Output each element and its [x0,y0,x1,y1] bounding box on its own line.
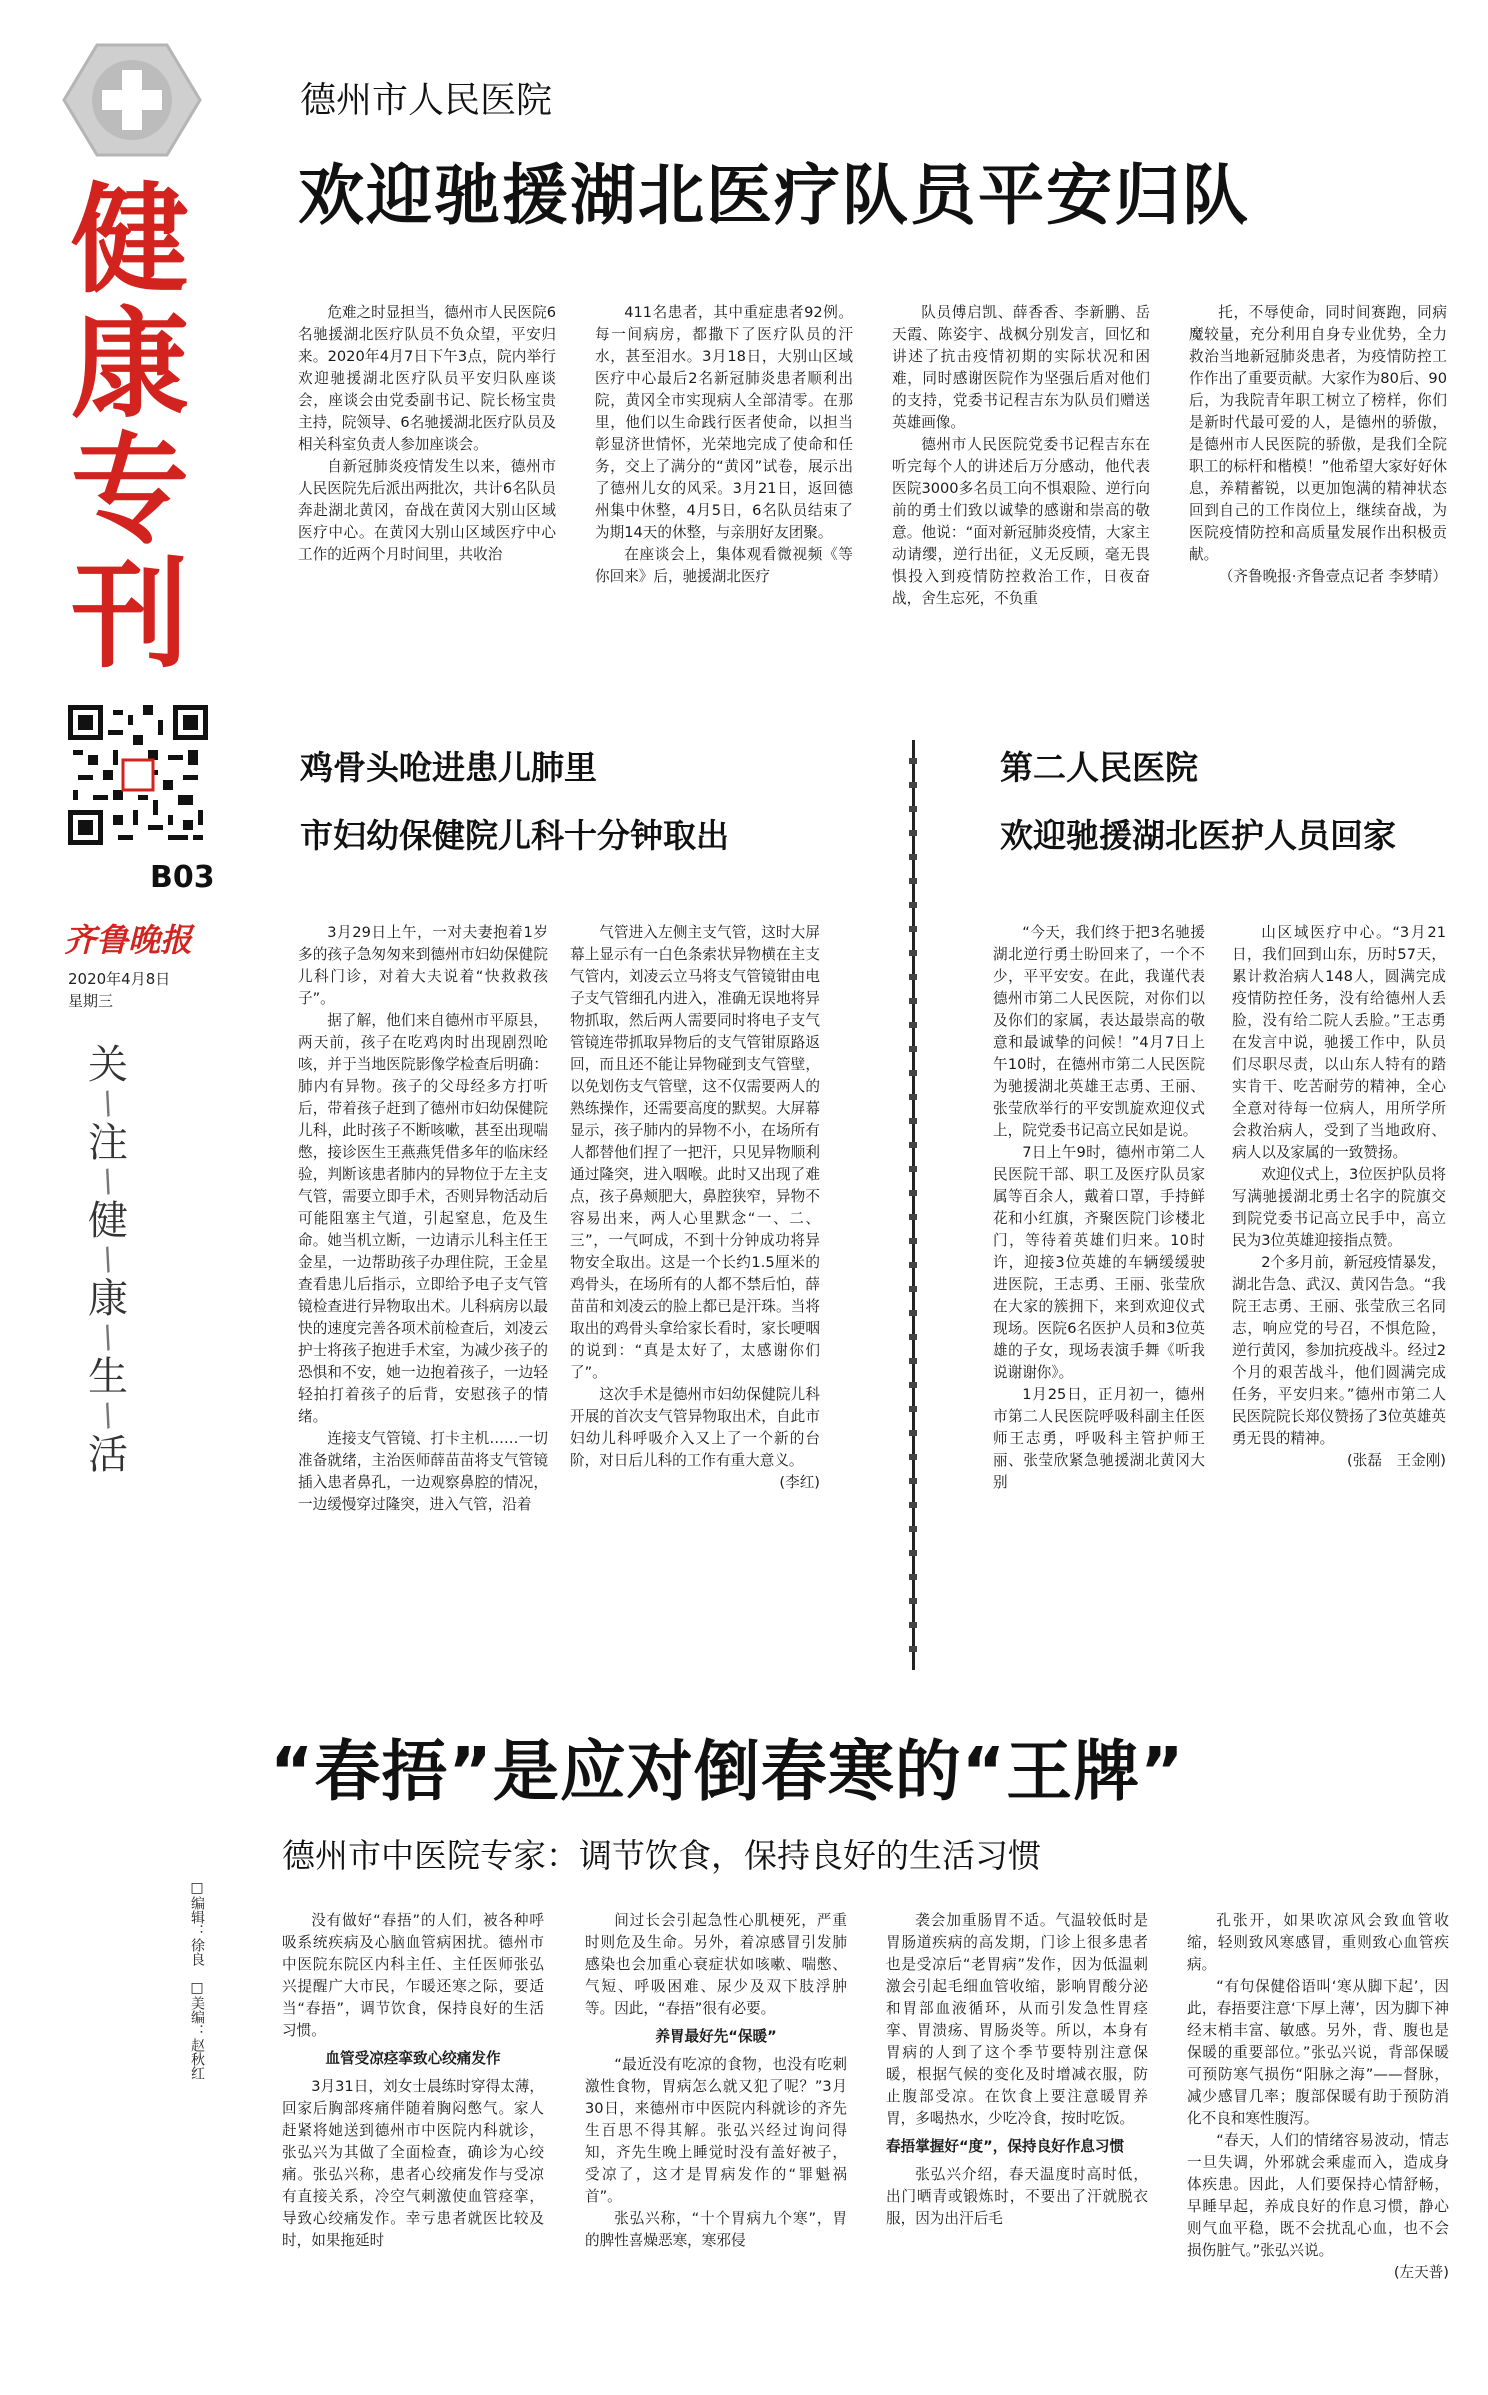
paragraph: 自新冠肺炎疫情发生以来，德州市人民医院先后派出两批次，共计6名队员奔赴湖北黄冈，奋战在黄冈大别山区域医疗中心。在黄冈大别山区域医疗中心工作的近两个月时间里，共收治 [298,458,556,563]
issue-weekday: 星期三 [68,992,114,1010]
article1-col1 [298,302,556,652]
paragraph: 托，不辱使命，同时间赛跑，同病魔较量，充分利用自身专业优势，全力救治当地新冠肺炎患者，为疫情防控工作作出了重要贡献。大家作为80后、90后，为我院青年职工树立了榜样，你们是新时代最可爱的人，是德州的骄傲，是德州市人民医院的骄傲，是我们全院职工的标杆和楷模！”他希望大家好好休息，养精蓄锐，以更加饱满的精神状态回到自己的工作岗位上，继续奋战，为医院疫情防控和高质量发展作出积极贡献。 [1189,304,1447,563]
paragraph: 在座谈会上，集体观看微视频《等你回来》后，驰援湖北医疗 [595,546,853,585]
paragraph: 1月25日，正月初一，德州市第二人民医院呼吸科副主任医师王志勇，呼吸科主管护师王丽、张莹欣紧急驰援湖北黄冈大别 [993,1386,1205,1491]
paragraph: 山区域医疗中心。“3月21日，我们回到山东，历时57天，累计救治病人148人，圆满完成疫情防控任务，没有给德州人丢脸，没有给二院人丢脸。”王志勇在发言中说，驰援工作中，队员们尽职尽责，以山东人特有的踏实肯干、吃苦耐劳的精神，全心全意对待每一位病人，用所学所会救治病人，受到了当地政府、病人以及家属的一致赞扬。 [1232,924,1446,1161]
article3-col2 [1232,922,1446,1648]
slogan-divider: / [97,1319,119,1356]
slogan-divider: / [97,1397,119,1434]
paragraph: 3月31日，刘女士晨练时穿得太薄，回家后胸部疼痛伴随着胸闷憋气。家人赶紧将她送到德州市中医院内科就诊，张弘兴为其做了全面检查，确诊为心绞痛。张弘兴称，患者心绞痛发作与受凉有直接关系，冷空气刺激使血管痉挛，导致心绞痛发作。幸亏患者就医比较及时，如果拖延时 [282,2078,544,2249]
paragraph: 间过长会引起急性心肌梗死，严重时则危及生命。另外，着凉感冒引发肺感染也会加重心衰症状如咳嗽、喘憋、气短、呼吸困难、尿少及双下肢浮肿等。因此，“春捂”很有必要。 [585,1912,847,2017]
slogan-char: 生 [88,1354,128,1400]
section-title-char: 专 [70,421,189,559]
article3-headline-line2: 欢迎驰援湖北医护人员回家 [1000,816,1396,855]
slogan-divider: / [97,1241,119,1278]
paragraph: 连接支气管镜、打卡主机……一切准备就绪，主治医师薛苗苗将支气管镜插入患者鼻孔，一边观察鼻腔的情况，一边缓慢穿过隆突，进入气管，沿着 [298,1430,548,1513]
paragraph: 孔张开，如果吹凉风会致血管收缩，轻则致风寒感冒，重则致心血管疾病。 [1187,1912,1449,1973]
section-title [60,171,200,684]
page-code: B03 [150,860,215,895]
article1-headline: 欢迎驰援湖北医疗队员平安归队 [298,157,1250,234]
paragraph: 德州市人民医院党委书记程吉东在听完每个人的讲述后万分感动，他代表医院3000多名员工向不惧艰险、逆行向前的勇士们致以诚挚的感谢和崇高的敬意。他说：“面对新冠肺炎疫情，大家主动请缨，逆行出征，义无反顾，毫无畏惧投入到疫情防控救治工作，日夜奋战，舍生忘死，不负重 [892,436,1150,607]
article2-credit: (李红) [779,1474,820,1491]
article3-col1 [993,922,1205,1648]
editor-credit: □编辑：徐良 □美编：赵秋红 [189,1880,205,2080]
article1-col3 [892,302,1150,652]
article4-headline: “春捂”是应对倒春寒的“王牌” [270,1733,1185,1810]
slogan-divider: / [97,1085,119,1122]
issue-date: 2020年4月8日 [68,970,171,988]
paragraph: 据了解，他们来自德州市平原县，两天前，孩子在吃鸡肉时出现剧烈呛咳，并于当地医院影像学检查后明确：肺内有异物。孩子的父母经多方打听后，带着孩子赶到了德州市妇幼保健院儿科，此时孩子不断咳嗽，甚至出现喘憋，接诊医生王燕燕凭借多年的临床经验，判断该患者肺内的异物位于左主支气管，需要立即手术，否则异物活动后可能阻塞主气道，引起窒息，危及生命。她当机立断，一边请示儿科主任王金星，一边帮助孩子办理住院，王金星查看患儿后指示，立即给予电子支气管镜检查进行异物取出术。儿科病房以最快的速度完善各项术前检查后，刘凌云护士将孩子抱进手术室，为减少孩子的恐惧和不安，她一边抱着孩子，一边轻轻拍打着孩子的后背，安慰孩子的情绪。 [298,1012,548,1425]
article4-col1 [282,1910,544,2386]
paragraph: 411名患者，其中重症患者92例。每一间病房，都撒下了医疗队员的汗水，甚至泪水。3月18日，大别山区域医疗中心最后2名新冠肺炎患者顺利出院，黄冈全市实现病人全部清零。在那里，他们以生命践行医者使命，以担当彰显济世情怀，光荣地完成了使命和任务，交上了满分的“黄冈”试卷，展示出了德州儿女的风采。3月21日，返回德州集中休整，4月5日，6名队员结束了为期14天的休整，与亲朋好友团聚。 [595,304,853,541]
sidebar-slogan [78,1042,138,1478]
slogan-char: 康 [88,1276,128,1322]
article4-credit: (左天普) [1393,2264,1449,2281]
section-title-char: 康 [70,296,189,434]
qr-code-icon [68,705,208,845]
paragraph: “春天，人们的情绪容易波动，情志一旦失调，外邪就会乘虚而入，造成身体疾患。因此，人们要保持心情舒畅，早睡早起，养成良好的作息习惯，静心则气血平稳，既不会扰乱心血，也不会损伤脏气。”张弘兴说。 [1187,2132,1449,2259]
article2-headline-line1: 鸡骨头呛进患儿肺里 [300,748,597,787]
cross-badge-icon [62,40,202,160]
article1-kicker: 德州市人民医院 [300,80,553,121]
slogan-char: 活 [88,1432,128,1478]
article1-credit: （齐鲁晚报·齐鲁壹点记者 李梦晴） [1218,568,1447,585]
article3-credit: (张磊 王金刚) [1347,1452,1446,1469]
article2-col1 [298,922,548,1648]
section-title-char: 刊 [70,546,189,684]
section-title: 养胃最好先“保暖” [655,2028,777,2045]
paragraph: 气管进入左侧主支气管，这时大屏幕上显示有一白色条索状异物横在主支气管内，刘凌云立马将支气管镜钳由电子支气管细孔内进入，准确无误地将异物抓取，然后两人需要同时将电子支气管镜连带抓取异物后的支气管钳原路返回，而且还不能让异物碰到支气管壁，以免划伤支气管壁，这不仅需要两人的熟练操作，还需要高度的默契。大屏幕显示，孩子肺内的异物不小，在场所有人都替他们捏了一把汗，只见异物顺利通过隆突，进入咽喉。此时又出现了难点，孩子鼻颊肥大，鼻腔狭窄，异物不容易出来，两人心里默念“一、二、三”，一气呵成，不到十分钟成功将异物安全取出。这是一个长约1.5厘米的鸡骨头，在场所有的人都不禁后怕，薛苗苗和刘凌云的脸上都已是汗珠。当将取出的鸡骨头拿给家长看时，家长哽咽的说到：“真是太好了，太感谢你们了”。 [570,924,820,1381]
paragraph: 7日上午9时，德州市第二人民医院干部、职工及医疗队员家属等百余人，戴着口罩，手持鲜花和小红旗，齐聚医院门诊楼北门，等待着英雄们归来。10时许，迎接3位英雄的车辆缓缓驶进医院，王志勇、王丽、张莹欣在大家的簇拥下，来到欢迎仪式现场。医院6名医护人员和3位英雄的子女，现场表演手舞《听我说谢谢你》。 [993,1144,1205,1381]
paragraph: 欢迎仪式上，3位医护队员将写满驰援湖北勇士名字的院旗交到院党委书记高立民手中，高立民为3位英雄迎接指点赞。 [1232,1166,1446,1249]
paragraph: “有句保健俗语叫‘寒从脚下起’，因此，春捂要注意‘下厚上薄’，因为脚下神经末梢丰富、敏感。另外，背、腹也是保暖的重要部位。”张弘兴说，背部保暖可预防寒气损伤“阳脉之海”——督脉，减少感冒几率；腹部保暖有助于预防消化不良和寒性腹泻。 [1187,1978,1449,2127]
paragraph: 张弘兴称，“十个胃病九个寒”，胃的脾性喜燥恶寒，寒邪侵 [585,2210,847,2249]
paragraph: 没有做好“春捂”的人们，被各种呼吸系统疾病及心脑血管病困扰。德州市中医院东院区内科主任、主任医师张弘兴提醒广大市民，乍暖还寒之际，要适当“春捂”，调节饮食，保持良好的生活习惯。 [282,1912,544,2039]
slogan-char: 关 [88,1042,128,1088]
paragraph: “今天，我们终于把3名驰援湖北逆行勇士盼回来了，一个不少，平平安安。在此，我谨代表德州市第二人民医院，对你们以及你们的家属，表达最崇高的敬意和最诚挚的问候！”4月7日上午10时，在德州市第二人民医院为驰援湖北英雄王志勇、王丽、张莹欣举行的平安凯旋欢迎仪式上，院党委书记高立民如是说。 [993,924,1205,1139]
paragraph: 袭会加重肠胃不适。气温较低时是胃肠道疾病的高发期，门诊上很多患者也是受凉后“老胃病”发作，因为低温刺激会引起毛细血管收缩，影响胃酸分泌和胃部血液循环，从而引发急性胃痉挛、胃溃疡、胃肠炎等。所以，本身有胃病的人到了这个季节要特别注意保暖，根据气候的变化及时增减衣服，防止腹部受凉。在饮食上要注意暖胃养胃，多喝热水，少吃冷食，按时吃饭。 [886,1912,1148,2127]
section-title: 血管受凉痉挛致心绞痛发作 [325,2050,501,2067]
article4-col3 [886,1910,1148,2386]
article2-col2 [570,922,820,1648]
paragraph: 张弘兴介绍，春天温度时高时低，出门晒青或锻炼时，不要出了汗就脱衣服，因为出汗后毛 [886,2166,1148,2227]
article4-col2 [585,1910,847,2386]
logo-badge [62,40,202,160]
paragraph: 2个多月前，新冠疫情暴发，湖北告急、武汉、黄冈告急。“我院王志勇、王丽、张莹欣三名同志，响应党的号召，不惧危险，逆行黄冈，参加抗疫战斗。经过2个月的艰苦战斗，他们圆满完成任务，平安归来。”德州市第二人民医院院长郑仪赞扬了3位英雄英勇无畏的精神。 [1232,1254,1446,1447]
newspaper-name: 齐鲁晚报 [64,921,193,959]
slogan-char: 注 [88,1120,128,1166]
paragraph: 3月29日上午，一对夫妻抱着1岁多的孩子急匆匆来到德州市妇幼保健院儿科门诊，对着大夫说着“快救救孩子”。 [298,924,548,1007]
article3-headline-line1: 第二人民医院 [1000,748,1198,787]
article2-headline-line2: 市妇幼保健院儿科十分钟取出 [300,816,729,855]
paragraph: “最近没有吃凉的食物，也没有吃刺激性食物，胃病怎么就又犯了呢？”3月30日，来德州市中医院内科就诊的齐先生百思不得其解。张弘兴经过询问得知，齐先生晚上睡觉时没有盖好被子，受凉了，这才是胃病发作的“罪魁祸首”。 [585,2056,847,2205]
qr-code[interactable] [68,705,208,845]
article1-col4 [1189,302,1447,652]
article1-col2 [595,302,853,652]
article4-subhead: 德州市中医院专家：调节饮食，保持良好的生活习惯 [282,1836,1041,1875]
section-title: 春捂掌握好“度”，保持良好作息习惯 [886,2138,1125,2155]
divider-chain [903,740,923,1670]
paragraph: 这次手术是德州市妇幼保健院儿科开展的首次支气管异物取出术，自此市妇幼儿科呼吸介入又上了一个新的台阶，对日后儿科的工作有重大意义。 [570,1386,820,1469]
slogan-char: 健 [88,1198,128,1244]
slogan-divider: / [97,1163,119,1200]
paragraph: 危难之时显担当，德州市人民医院6名驰援湖北医疗队员不负众望，平安归来。2020年4月7日下午3点，院内举行欢迎驰援湖北医疗队员平安归队座谈会，座谈会由党委副书记、院长杨宝贵主持，院领导、6名驰援湖北医疗队员及相关科室负责人参加座谈会。 [298,304,556,453]
section-title-char: 健 [70,171,189,309]
paragraph: 队员傅启凯、薛香香、李新鹏、岳天霞、陈姿宇、战枫分别发言，回忆和讲述了抗击疫情初期的实际状况和困难，同时感谢医院作为坚强后盾对他们的支持，党委书记程吉东为队员们赠送英雄画像。 [892,304,1150,431]
article4-col4 [1187,1910,1449,2386]
